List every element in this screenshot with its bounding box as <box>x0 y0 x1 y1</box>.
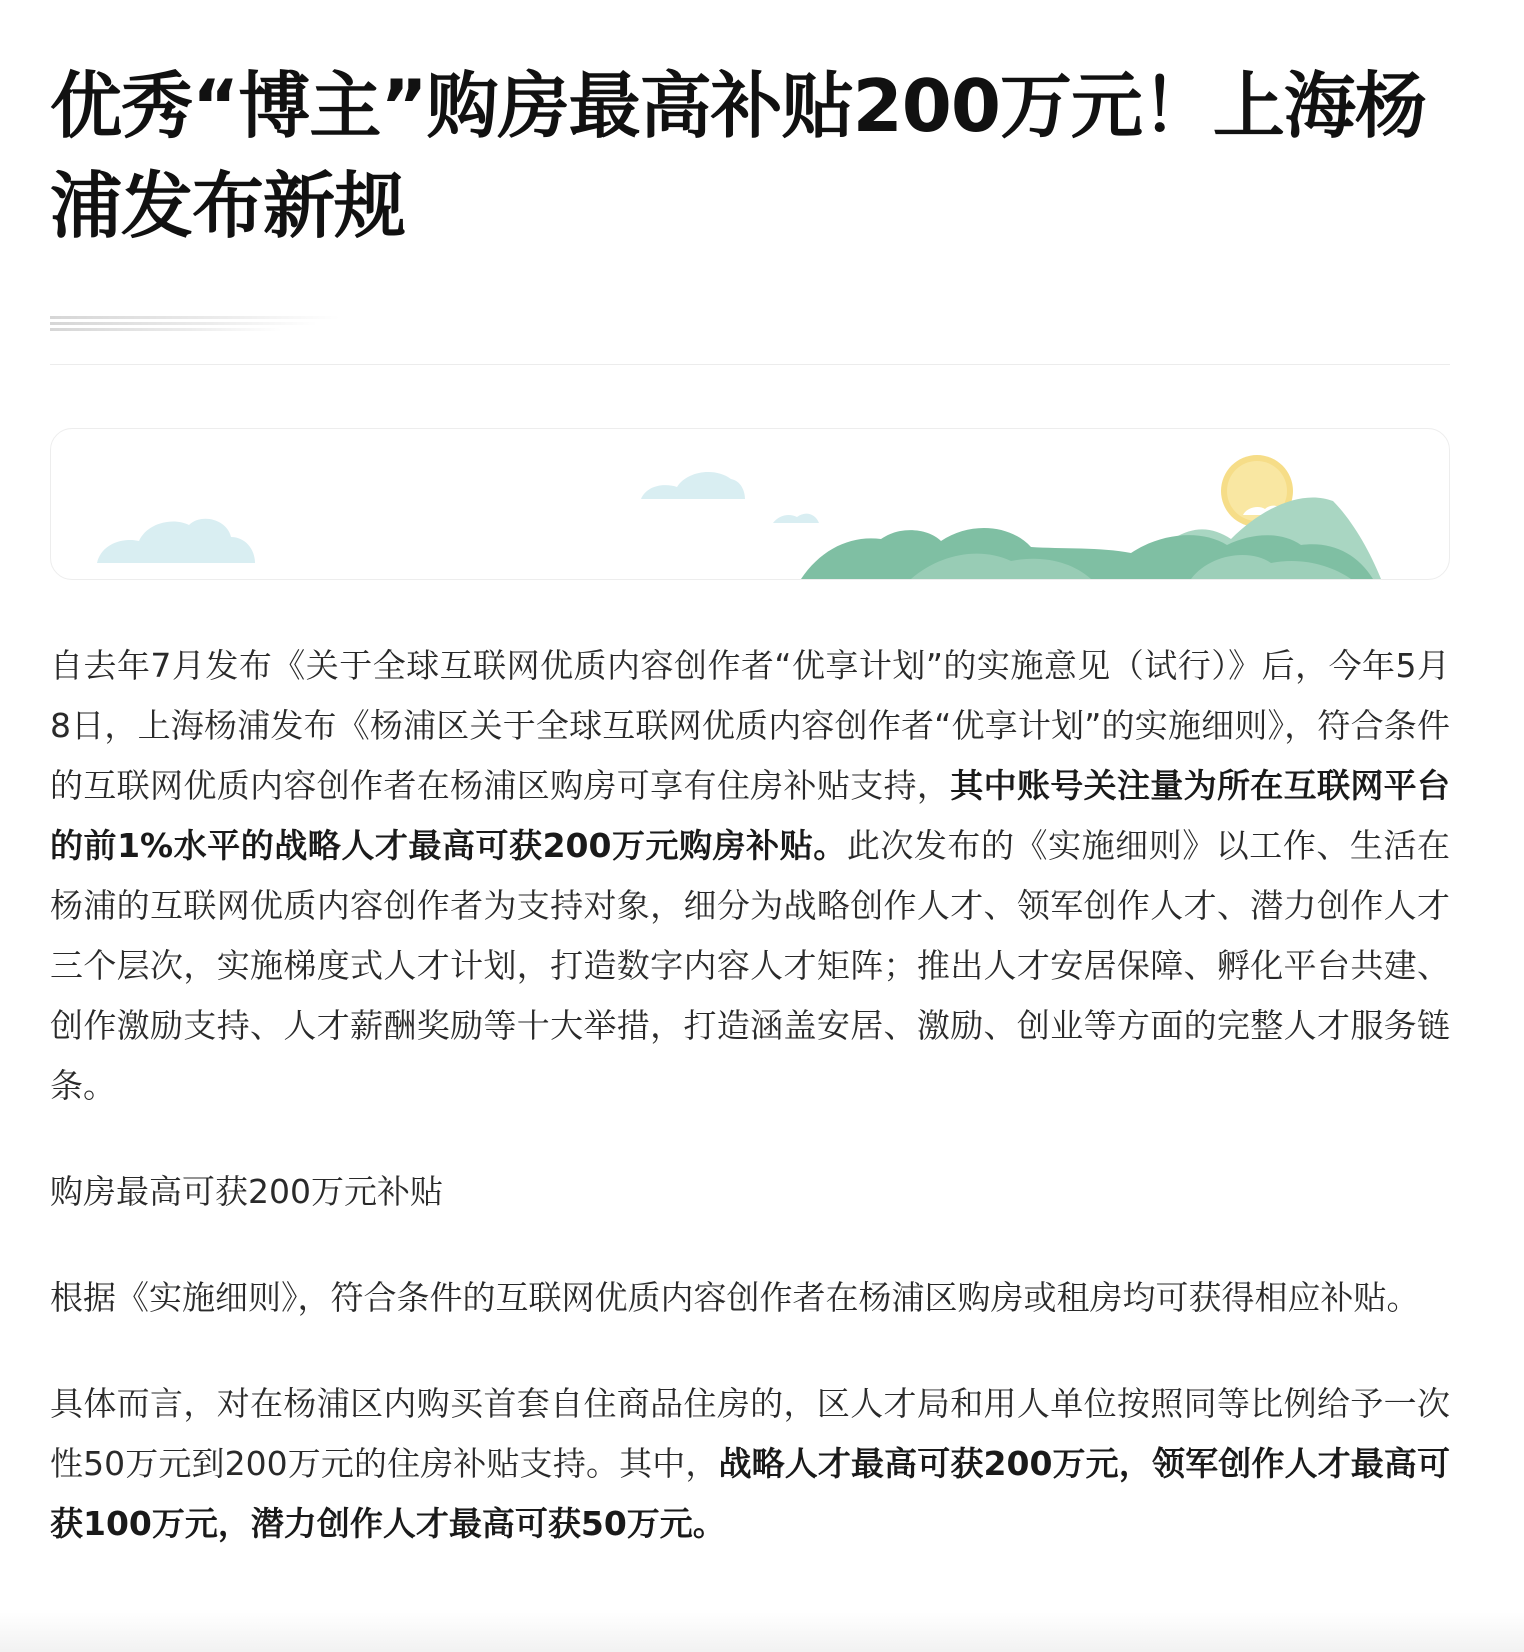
paragraph-text: 根据《实施细则》，符合条件的互联网优质内容创作者在杨浦区购房或租房均可获得相应补贴。 <box>50 1278 1420 1317</box>
paragraph-details <box>50 1374 1450 1554</box>
article-body <box>50 636 1450 1554</box>
paragraph-basis <box>50 1268 1450 1328</box>
paragraph-text: 具体而言，对在杨浦区内购买首套自住商品住房的，区人才局和用人单位按照同等比例给予一次性50万元到200万元的住房补贴支持。其中， <box>50 1384 1450 1483</box>
header-divider <box>50 364 1450 365</box>
paragraph-text: 此次发布的《实施细则》以工作、生活在杨浦的互联网优质内容创作者为支持对象，细分为战略创作人才、领军创作人才、潜力创作人才三个层次，实施梯度式人才计划，打造数字内容人才矩阵；推出人才安居保障、孵化平台共建、创作激励支持、人才薪酬奖励等十大举措，打造涵盖安居、激励、创业等方面的完整人才服务链条。 <box>50 826 1451 1105</box>
cloud-small-icon <box>773 514 819 523</box>
landscape-illustration <box>51 429 1449 579</box>
paragraph-bold-text: 其中账号关注量为所在互联网平台的前1%水平的战略人才最高可获200万元购房补贴。 <box>50 766 1451 865</box>
paragraph-intro <box>50 636 1450 1116</box>
section-heading-text: 购房最高可获200万元补贴 <box>50 1172 443 1211</box>
bottom-fade <box>0 1612 1524 1652</box>
decorative-banner <box>50 428 1450 580</box>
article-title: 优秀“博主”购房最高补贴200万元！上海杨浦发布新规 <box>50 64 1426 248</box>
cloud-left-icon <box>97 519 255 563</box>
paragraph-text: 自去年7月发布《关于全球互联网优质内容创作者“优享计划”的实施意见（试行）》后，今年5月8日，上海杨浦发布《杨浦区关于全球互联网优质内容创作者“优享计划”的实施细则》，符合条件的互联网优质内容创作者在杨浦区购房可享有住房补贴支持， <box>50 646 1450 805</box>
cloud-middle-icon <box>641 472 745 499</box>
author-placeholder <box>50 316 340 332</box>
paragraph-bold-text: 战略人才最高可获200万元，领军创作人才最高可获100万元，潜力创作人才最高可获50万元。 <box>50 1444 1450 1543</box>
section-heading <box>50 1162 1450 1222</box>
